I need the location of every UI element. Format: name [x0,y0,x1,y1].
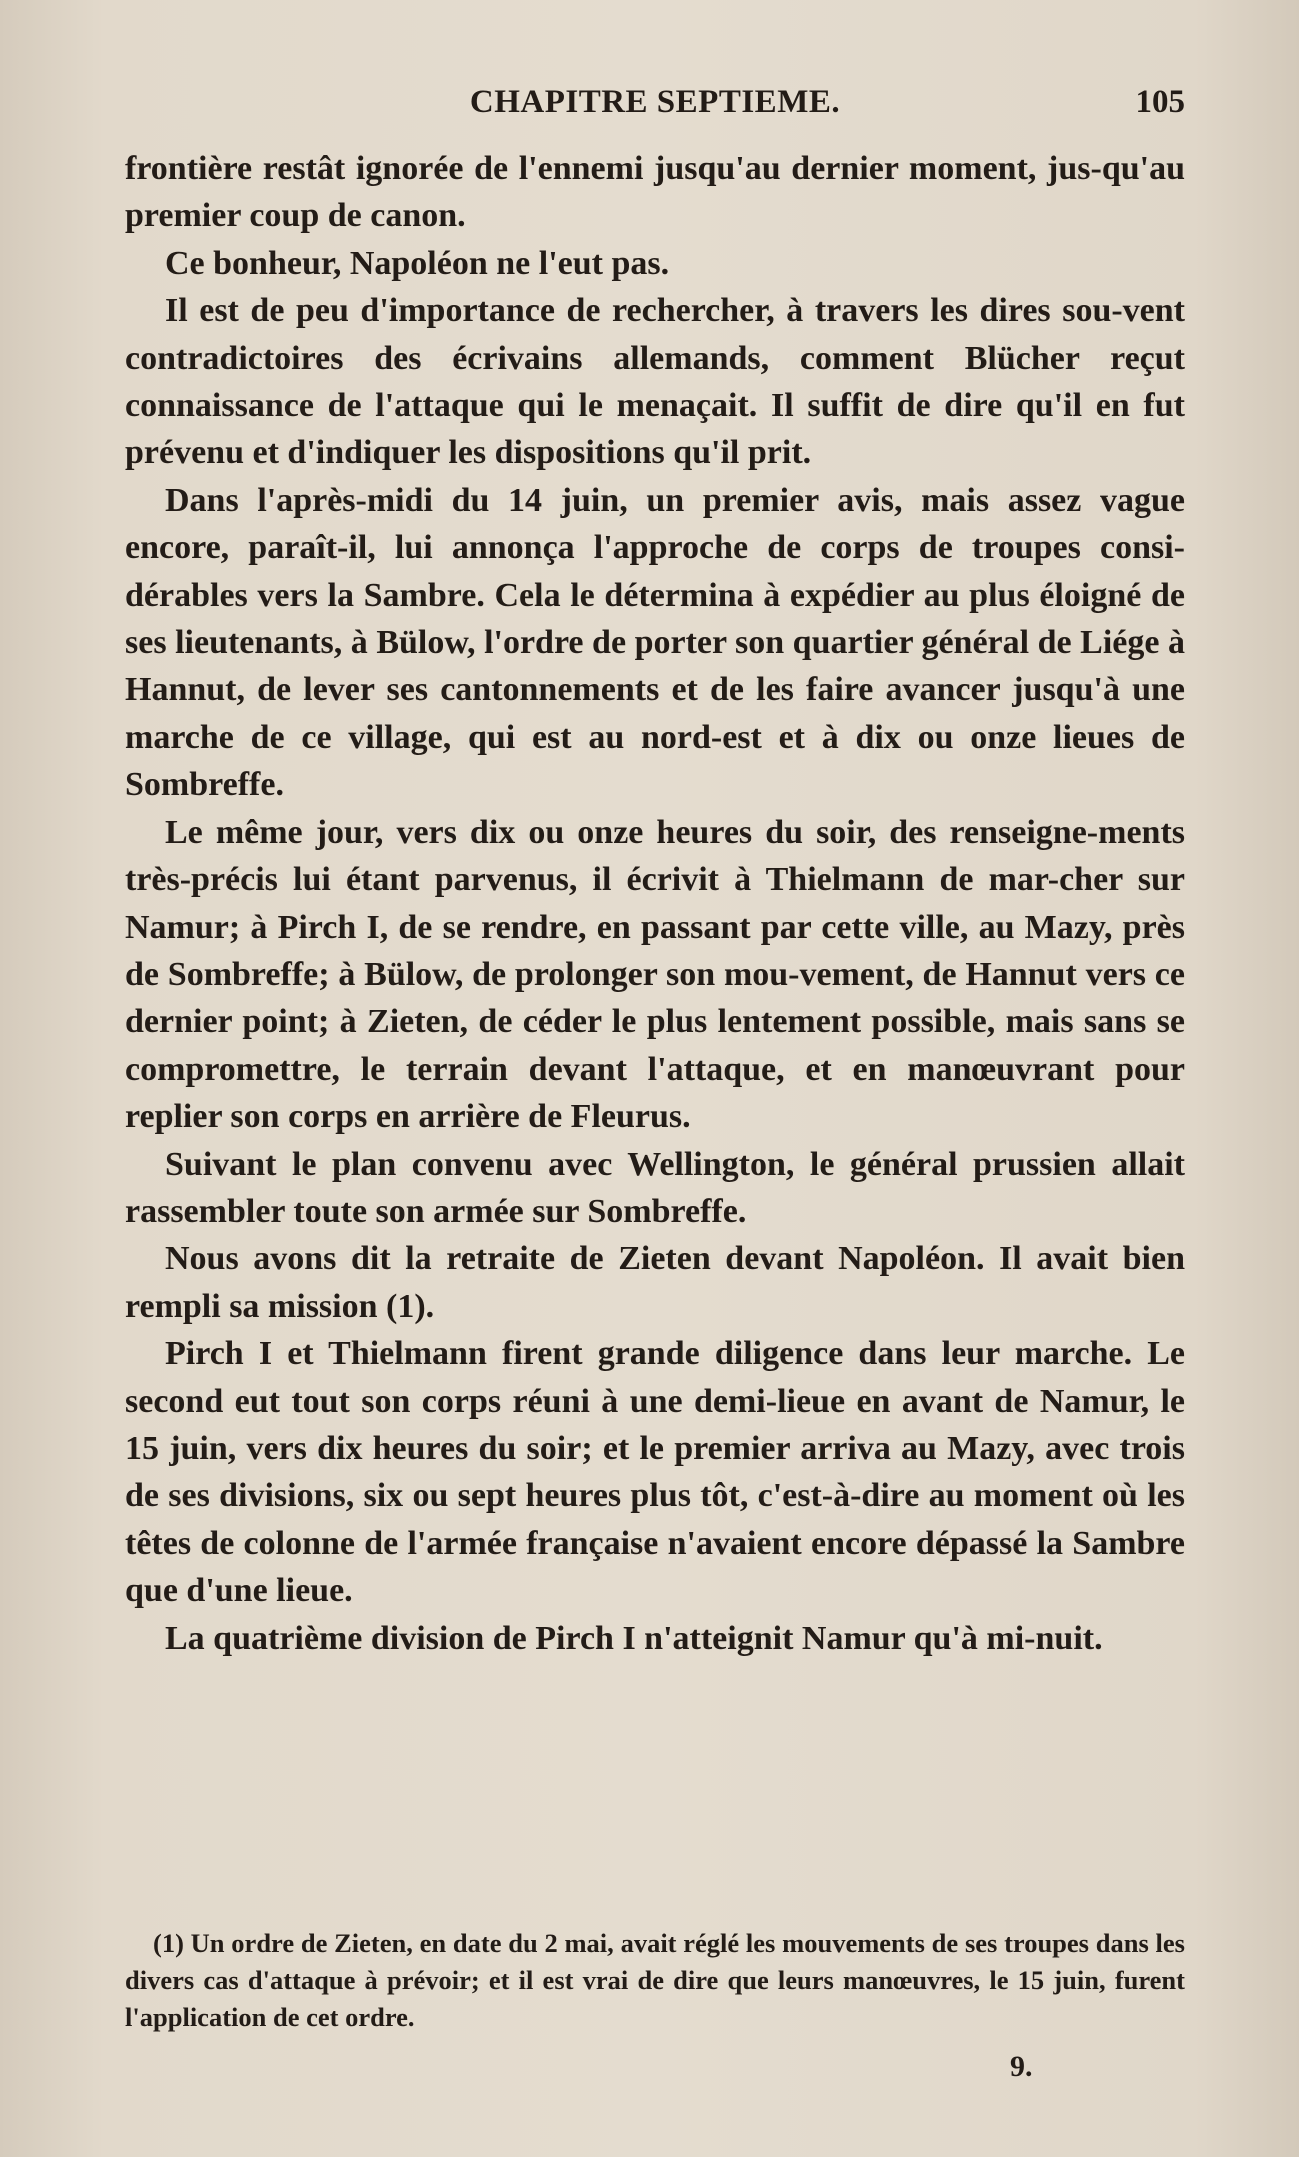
paragraph: Le même jour, vers dix ou onze heures du soir, des renseigne-ments très-précis lui étant parvenus, il écrivit à Thielmann de mar-cher sur Namur; à Pirch I, de se rendre, en passant par cette ville, au Mazy, près de Sombreffe; à Bülow, de prolonger son mou-vement, de Hannut vers ce dernier point; à Zieten, de céder le plus lentement possible, mais sans se compromettre, le terrain devant l'attaque, et en manœuvrant pour replier son corps en arrière de Fleurus. [125,813,1185,1136]
paragraph: Nous avons dit la retraite de Zieten devant Napoléon. Il avait bien rempli sa mission (1). [125,1240,1185,1325]
page-number: 105 [1135,84,1185,120]
paragraph: Dans l'après-midi du 14 juin, un premier avis, mais assez vague encore, paraît-il, lui annonça l'approche de corps de troupes consi-dérables vers la Sambre. Cela le détermina à expédier au plus éloigné de ses lieutenants, à Bülow, l'ordre de porter son quartier général de Liége à Hannut, de lever ses cantonnements et de les faire avancer jusqu'à une marche de ce village, qui est au nord-est et à dix ou onze lieues de Sombreffe. [125,481,1185,804]
paragraph: Il est de peu d'importance de rechercher, à travers les dires sou-vent contradictoires des écrivains allemands, comment Blücher reçut connaissance de l'attaque qui le menaçait. Il suffit de dire qu'il en fut prévenu et d'indiquer les dispositions qu'il prit. [125,292,1185,472]
footnotes [125,1925,1185,2036]
running-title: CHAPITRE SEPTIEME. [469,84,841,120]
footnote: (1) Un ordre de Zieten, en date du 2 mai, avait réglé les mouvements de ses troupes dans les divers cas d'attaque à prévoir; et il est vrai de dire que leurs manœuvres, le 15 juin, furent l'application de cet ordre. [125,1928,1185,2032]
page-header [125,84,1185,134]
paragraph: frontière restât ignorée de l'ennemi jusqu'au dernier moment, jus-qu'au premier coup de canon. [125,150,1185,235]
body-text [125,145,1185,1662]
paragraph: Pirch I et Thielmann firent grande diligence dans leur marche. Le second eut tout son corps réuni à une demi-lieue en avant de Namur, le 15 juin, vers dix heures du soir; et le premier arriva au Mazy, avec trois de ses divisions, six ou sept heures plus tôt, c'est-à-dire au moment où les têtes de colonne de l'armée française n'avaient encore dépassé la Sambre que d'une lieue. [125,1335,1185,1610]
paragraph: La quatrième division de Pirch I n'atteignit Namur qu'à mi-nuit. [165,1619,1103,1657]
paragraph: Suivant le plan convenu avec Wellington, le général prussien allait rassembler toute son armée sur Sombreffe. [125,1145,1185,1230]
paragraph: Ce bonheur, Napoléon ne l'eut pas. [165,244,670,282]
signature-mark: 9. [1010,2050,1033,2083]
